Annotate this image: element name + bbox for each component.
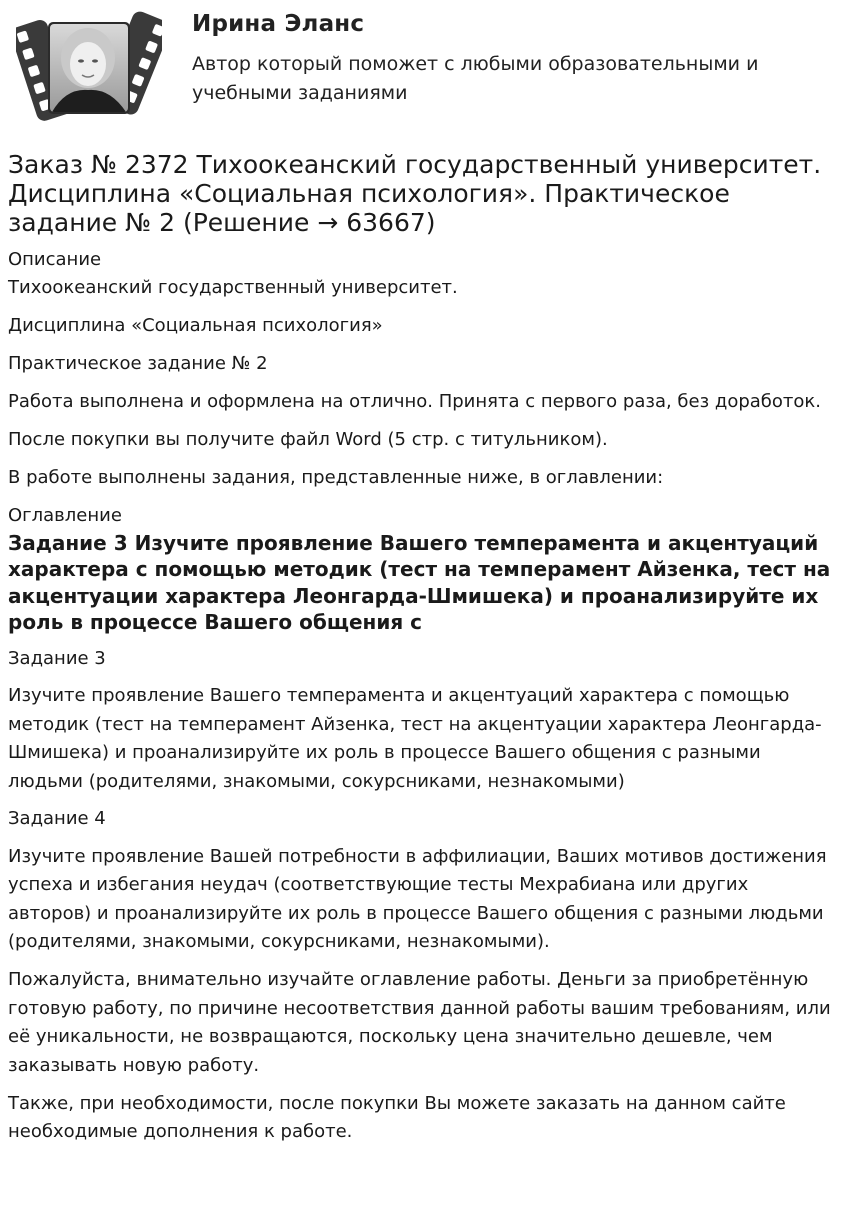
description-label: Описание <box>8 249 102 270</box>
task-4-text: Изучите проявление Вашей потребности в аффилиации, Ваших мотивов достижения успеха и избегания неудач (соответствующие тесты Мехрабиана или других авторов) и проанализируйте их роль в процессе Вашего общения с разными людьми (родителями, знакомыми, сокурсниками, незнакомыми). <box>8 845 827 952</box>
task-3-label: Задание 3 <box>8 647 106 669</box>
avatar-filmstrip-icon <box>16 6 162 128</box>
description-contents-intro: В работе выполнены задания, представленные ниже, в оглавлении: <box>8 467 664 488</box>
description-file-info: После покупки вы получите файл Word (5 стр. с титульником). <box>8 429 608 450</box>
description-discipline: Дисциплина «Социальная психология» <box>8 315 383 336</box>
description-assignment: Практическое задание № 2 <box>8 353 268 374</box>
author-description: Автор который поможет с любыми образовательными и учебными заданиями <box>192 53 759 104</box>
author-name[interactable]: Ирина Эланс <box>192 11 365 37</box>
author-header <box>8 0 833 138</box>
task-3-text: Изучите проявление Вашего темперамента и акцентуаций характера с помощью методик (тест на темперамент Айзенка, тест на акцентуации характера Леонгарда-Шмишека) и проанализируйте их роль в процессе Вашего общения с разными людьми (родителями, знакомыми, сокурсниками, незнакомыми) <box>8 685 822 792</box>
description-university: Тихоокеанский государственный университет. <box>8 277 458 298</box>
toc-label: Оглавление <box>8 504 122 526</box>
description-quality: Работа выполнена и оформлена на отлично. Принята с первого раза, без доработок. <box>8 391 822 412</box>
task-4-label: Задание 4 <box>8 808 106 829</box>
additions-notice: Также, при необходимости, после покупки Вы можете заказать на данном сайте необходимые дополнения к работе. <box>8 1092 786 1142</box>
author-avatar[interactable] <box>16 6 162 128</box>
refund-notice: Пожалуйста, внимательно изучайте оглавление работы. Деньги за приобретённую готовую работу, по причине несоответствия данной работы вашим требованиям, или её уникальности, не возвращаются, поскольку цена значительно дешевле, чем заказывать новую работу. <box>8 969 831 1076</box>
order-title: Заказ № 2372 Тихоокеанский государственный университет. Дисциплина «Социальная психология». Практическое задание № 2 (Решение → 63667) <box>8 150 822 237</box>
toc-heading: Задание 3 Изучите проявление Вашего темперамента и акцентуаций характера с помощью методик (тест на темперамент Айзенка, тест на акцентуации характера Леонгарда-Шмишека) и проанализируйте их роль в процессе Вашего общения с <box>8 530 831 634</box>
